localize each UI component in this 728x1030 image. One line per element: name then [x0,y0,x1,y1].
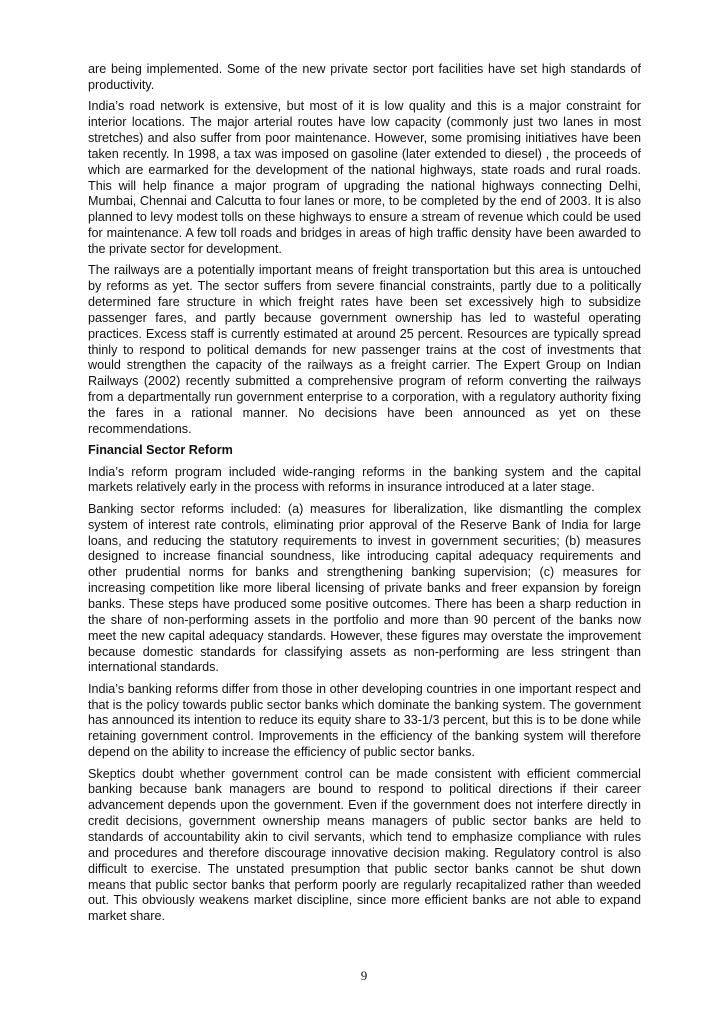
paragraph-public-sector-banks: India’s banking reforms differ from those in other developing countries in one important respect and that is the policy towards public sector banks which dominate the banking system. The government has announced its intention to reduce its equity share to 33-1/3 percent, but this is to be done while retaining government control. Improvements in the efficiency of the banking system will therefore depend on the ability to increase the efficiency of public sector banks. [88,681,641,760]
paragraph-railways: The railways are a potentially important means of freight transportation but this area is untouched by reforms as yet. The sector suffers from severe financial constraints, partly due to a politically determined fare structure in which freight rates have been set excessively high to subsidize passenger fares, and partly because government ownership has led to wasteful operating practices. Excess staff is currently estimated at around 25 percent. Resources are typically spread thinly to respond to political demands for new passenger trains at the cost of investments that would strengthen the capacity of the railways as a freight carrier. The Expert Group on Indian Railways (2002) recently submitted a comprehensive program of reform converting the railways from a departmentally run government enterprise to a corporation, with a regulatory authority fixing the fares in a rational manner. No decisions have been announced as yet on these recommendations. [88,263,641,436]
paragraph-ports-continuation: are being implemented. Some of the new private sector port facilities have set high standards of productivity. [88,62,641,92]
paragraph-reform-program: India’s reform program included wide-ranging reforms in the banking system and the capital markets relatively early in the process with reforms in insurance introduced at a later stage. [88,464,641,495]
paragraph-banking-reforms: Banking sector reforms included: (a) measures for liberalization, like dismantling the complex system of interest rate controls, eliminating prior approval of the Reserve Bank of India for large loans, and reducing the statutory requirements to invest in government securities; (b) measures designed to increase financial soundness, like introducing capital adequacy requirements and other prudential norms for banks and strengthening banking supervision; (c) measures for increasing competition like more liberal licensing of private banks and freer expansion by foreign banks. These steps have produced some positive outcomes. There has been a sharp reduction in the share of non-performing assets in the portfolio and more than 90 percent of the banks now meet the new capital adequacy standards. However, these figures may overstate the improvement because domestic standards for classifying assets as non-performing are less stringent than international standards. [88,501,641,675]
page-number: 9 [360,968,368,983]
section-heading-financial-sector-reform: Financial Sector Reform [88,443,233,458]
document-body [88,62,641,931]
paragraph-skeptics: Skeptics doubt whether government control can be made consistent with efficient commercial banking because bank managers are bound to respond to political directions if their career advancement depends upon the government. Even if the government does not interfere directly in credit decisions, government ownership means managers of public sector banks are held to standards of accountability akin to civil servants, which tend to emphasize compliance with rules and procedures and therefore discourage innovative decision making. Regulatory control is also difficult to exercise. The unstated presumption that public sector banks cannot be shut down means that public sector banks that perform poorly are regularly recapitalized rather than weeded out. This obviously weakens market discipline, since more efficient banks are not able to expand market share. [88,766,641,924]
paragraph-road-network: India’s road network is extensive, but most of it is low quality and this is a major constraint for interior locations. The major arterial routes have low capacity (commonly just two lanes in most stretches) and also suffer from poor maintenance. However, some promising initiatives have been taken recently. In 1998, a tax was imposed on gasoline (later extended to diesel) , the proceeds of which are earmarked for the development of the national highways, state roads and rural roads. This will help finance a major program of upgrading the national highways connecting Delhi, Mumbai, Chennai and Calcutta to four lanes or more, to be completed by the end of 2003. It is also planned to levy modest tolls on these highways to ensure a stream of revenue which could be used for maintenance. A few toll roads and bridges in areas of high traffic density have been awarded to the private sector for development. [88,99,641,256]
